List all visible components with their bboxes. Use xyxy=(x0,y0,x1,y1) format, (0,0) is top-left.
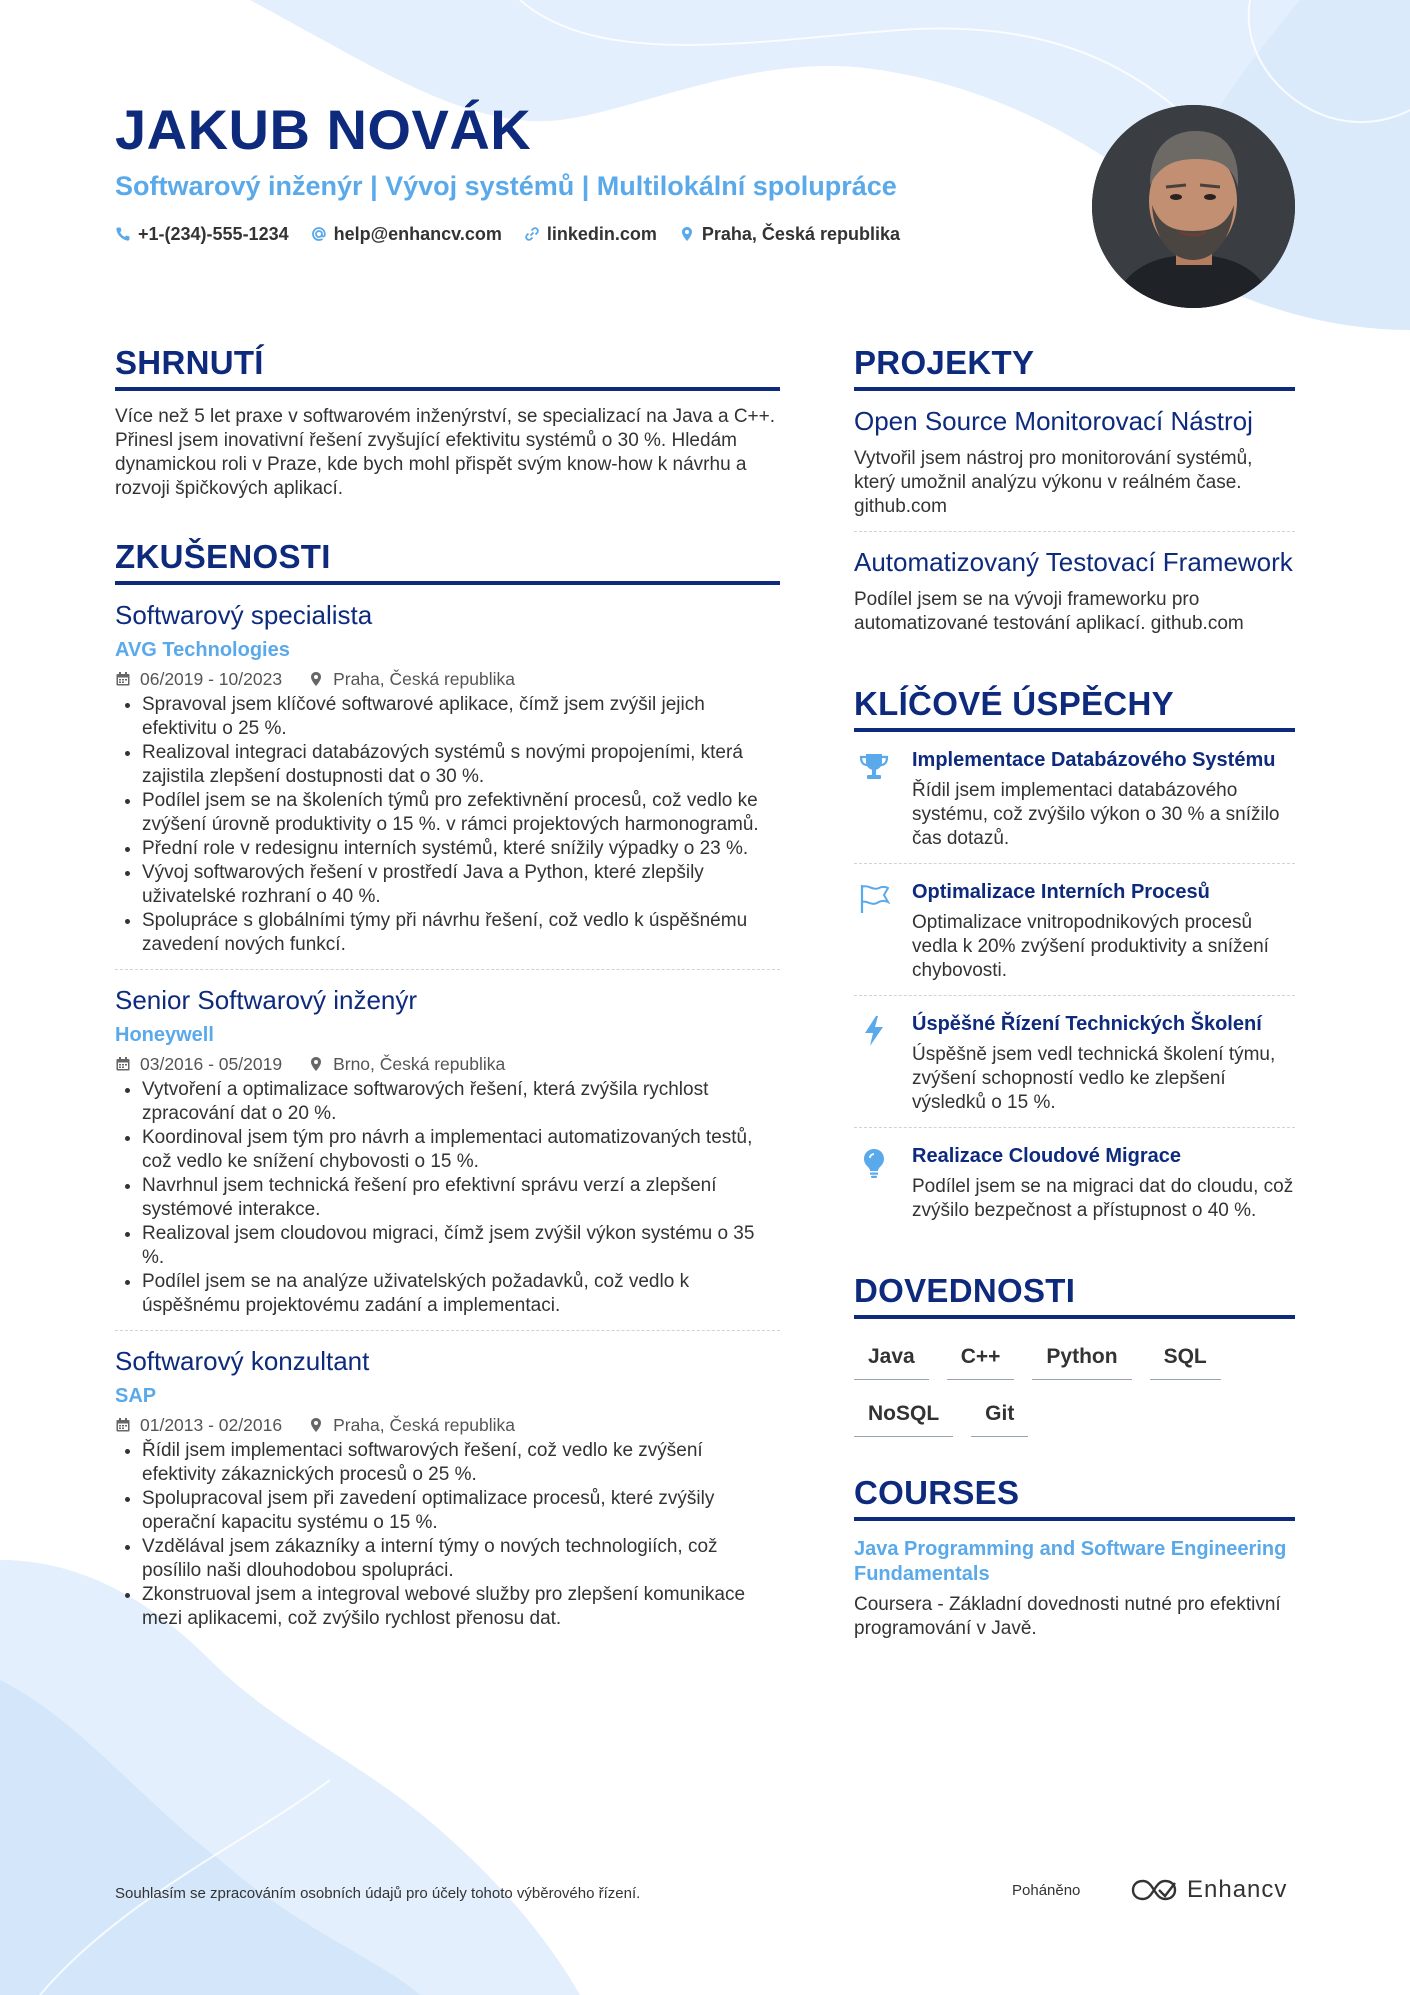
location-pin-icon xyxy=(679,226,695,242)
achievement-description: Úspěšně jsem vedl technická školení týmu, zvýšení schopností vedlo ke zlepšení výsledků o 15 %. xyxy=(912,1044,1276,1113)
powered-by-text: Poháněno xyxy=(1012,1882,1081,1899)
job-bullets xyxy=(115,1078,780,1318)
achievement-description: Řídil jsem implementaci databázového systému, což zvýšilo výkon o 30 % a snížilo čas dotazů. xyxy=(912,780,1280,849)
bullet-item: Spravoval jsem klíčové softwarové aplikace, čímž jsem zvýšil jejich efektivitu o 25 %. xyxy=(115,693,780,741)
dates-text: 06/2019 - 10/2023 xyxy=(140,669,283,689)
enhancv-logo-icon xyxy=(1131,1877,1177,1903)
enhancv-logo[interactable] xyxy=(1131,1876,1287,1904)
dates-text: 03/2016 - 05/2019 xyxy=(140,1054,283,1074)
link-icon xyxy=(524,226,540,242)
job-bullets xyxy=(115,1439,780,1631)
achievement-description: Podílel jsem se na migraci dat do cloudu, což zvýšilo bezpečnost a přístupnost o 40 %. xyxy=(912,1176,1294,1221)
skills-section xyxy=(854,1271,1295,1437)
calendar-icon xyxy=(115,671,131,687)
job-bullets xyxy=(115,693,780,957)
skill-tag: C++ xyxy=(947,1339,1015,1380)
job-entry xyxy=(115,585,780,970)
location-text: Praha, Česká republika xyxy=(701,224,901,244)
bullet-item: Spolupracoval jsem při zavedení optimalizace procesů, které zvýšily operační kapacitu systému o 15 %. xyxy=(115,1487,780,1535)
courses-heading: COURSES xyxy=(854,1473,1295,1521)
job-dates xyxy=(115,667,282,691)
achievement-entry xyxy=(854,732,1295,864)
skills-heading: DOVEDNOSTI xyxy=(854,1271,1295,1319)
skill-tag: Git xyxy=(971,1396,1028,1437)
experience-heading: ZKUŠENOSTI xyxy=(115,537,780,585)
bullet-item: Podílel jsem se na školeních týmů pro zefektivnění procesů, což vedlo ke zvýšení úrovně produktivity o 15 %. v rámci projektových harmonogramů. xyxy=(115,789,780,837)
location-pin-icon xyxy=(308,1417,324,1433)
location-pin-icon xyxy=(308,1056,324,1072)
job-meta xyxy=(115,1413,780,1437)
contact-info xyxy=(115,222,1015,246)
bullet-item: Zkonstruoval jsem a integroval webové služby pro zlepšení komunikace mezi aplikacemi, což zvýšilo rychlost přenosu dat. xyxy=(115,1583,780,1631)
headline: Softwarový inženýr | Vývoj systémů | Multilokální spolupráce xyxy=(115,171,897,201)
calendar-icon xyxy=(115,1056,131,1072)
project-title: Automatizovaný Testovací Framework xyxy=(854,547,1293,577)
bullet-item: Vývoj softwarových řešení v prostředí Java a Python, které zlepšily uživatelské rozhraní o 40 %. xyxy=(115,861,780,909)
bullet-item: Spolupráce s globálními týmy při návrhu řešení, což vedlo k úspěšnému zavedení nových funkcí. xyxy=(115,909,780,957)
bullet-item: Řídil jsem implementaci softwarových řešení, což vedlo ke zvýšení efektivity zákaznických procesů o 25 %. xyxy=(115,1439,780,1487)
bullet-item: Realizoval jsem cloudovou migraci, čímž jsem zvýšil výkon systému o 35 %. xyxy=(115,1222,780,1270)
location-text: Brno, Česká republika xyxy=(333,1054,506,1074)
company-name: SAP xyxy=(115,1385,157,1407)
projects-section xyxy=(854,343,1295,648)
candidate-name: JAKUB NOVÁK xyxy=(115,98,532,161)
projects-heading: PROJEKTY xyxy=(854,343,1295,391)
project-entry xyxy=(854,532,1295,648)
consent-text: Souhlasím se zpracováním osobních údajů pro účely tohoto výběrového řízení. xyxy=(115,1885,641,1902)
header xyxy=(115,98,1015,246)
calendar-icon xyxy=(115,1417,131,1433)
achievements-section xyxy=(854,684,1295,1235)
course-title: Java Programming and Software Engineering Fundamentals xyxy=(854,1538,1287,1585)
summary-heading: SHRNUTÍ xyxy=(115,343,780,391)
phone-icon xyxy=(115,226,131,242)
location-pin-icon xyxy=(308,671,324,687)
achievement-title: Implementace Databázového Systému xyxy=(912,749,1276,771)
project-title: Open Source Monitorovací Nástroj xyxy=(854,406,1253,436)
trophy-icon xyxy=(854,748,894,851)
linkedin-text: linkedin.com xyxy=(546,224,657,244)
job-title: Softwarový konzultant xyxy=(115,1346,370,1376)
skill-tag: SQL xyxy=(1150,1339,1221,1380)
at-icon xyxy=(311,226,327,242)
company-name: AVG Technologies xyxy=(115,639,290,661)
courses-section xyxy=(854,1473,1295,1641)
skill-tag: Java xyxy=(854,1339,929,1380)
location-text: Praha, Česká republika xyxy=(333,669,515,689)
job-location xyxy=(308,1052,505,1076)
course-description: Coursera - Základní dovednosti nutné pro efektivní programování v Javě. xyxy=(854,1594,1281,1639)
lightning-icon xyxy=(854,1012,894,1115)
job-dates xyxy=(115,1052,282,1076)
contact-linkedin[interactable] xyxy=(524,222,657,246)
project-description: Vytvořil jsem nástroj pro monitorování systémů, který umožnil analýzu výkonu v reálném čase. github.com xyxy=(854,448,1253,517)
email-text: help@enhancv.com xyxy=(333,224,502,244)
contact-email[interactable] xyxy=(311,222,502,246)
achievement-title: Optimalizace Interních Procesů xyxy=(912,881,1210,903)
achievement-entry xyxy=(854,864,1295,996)
achievement-description: Optimalizace vnitropodnikových procesů vedla k 20% zvýšení produktivity a snížení chybovosti. xyxy=(912,912,1269,981)
project-description: Podílel jsem se na vývoji frameworku pro automatizované testování aplikací. github.com xyxy=(854,589,1244,634)
contact-location xyxy=(679,222,900,246)
achievement-title: Realizace Cloudové Migrace xyxy=(912,1145,1181,1167)
job-meta xyxy=(115,667,780,691)
bullet-item: Koordinoval jsem tým pro návrh a implementaci automatizovaných testů, což vedlo ke snížení chybovosti o 15 %. xyxy=(115,1126,780,1174)
job-title: Softwarový specialista xyxy=(115,600,373,630)
phone-text: +1-(234)-555-1234 xyxy=(138,224,289,244)
job-location xyxy=(308,667,515,691)
bullet-item: Navrhnul jsem technická řešení pro efektivní správu verzí a zlepšení systémové interakce. xyxy=(115,1174,780,1222)
company-name: Honeywell xyxy=(115,1024,214,1046)
bullet-item: Podílel jsem se na analýze uživatelských požadavků, což vedlo k úspěšnému projektovému zadání a implementaci. xyxy=(115,1270,780,1318)
achievement-title: Úspěšné Řízení Technických Školení xyxy=(912,1013,1262,1035)
dates-text: 01/2013 - 02/2016 xyxy=(140,1415,283,1435)
experience-section xyxy=(115,537,780,1643)
right-column xyxy=(854,343,1295,1677)
project-entry xyxy=(854,391,1295,532)
job-dates xyxy=(115,1413,282,1437)
lightbulb-icon xyxy=(854,1144,894,1223)
flag-icon xyxy=(854,880,894,983)
job-entry xyxy=(115,970,780,1331)
job-title: Senior Softwarový inženýr xyxy=(115,985,418,1015)
bullet-item: Realizoval integraci databázových systémů s novými propojeními, která zajistila zlepšení dostupnosti dat o 30 %. xyxy=(115,741,780,789)
summary-text: Více než 5 let praxe v softwarovém inženýrství, se specializací na Java a C++. Přinesl jsem inovativní řešení zvyšující efektivitu systémů o 30 %. Hledám dynamickou roli v Praze, kde bych mohl přispět svým know-how k návrhu a rozvoji špičkových aplikací. xyxy=(115,406,776,499)
bullet-item: Vzdělával jsem zákazníky a interní týmy o nových technologiích, což posílilo naši dlouhodobou spolupráci. xyxy=(115,1535,780,1583)
bullet-item: Vytvoření a optimalizace softwarových řešení, která zvýšila rychlost zpracování dat o 20 %. xyxy=(115,1078,780,1126)
bullet-item: Přední role v redesignu interních systémů, které snížily výpadky o 23 %. xyxy=(115,837,780,861)
job-location xyxy=(308,1413,515,1437)
brand-name: Enhancv xyxy=(1187,1876,1288,1903)
job-meta xyxy=(115,1052,780,1076)
left-column xyxy=(115,343,780,1679)
achievements-heading: KLÍČOVÉ ÚSPĚCHY xyxy=(854,684,1295,732)
skill-tag: Python xyxy=(1032,1339,1131,1380)
achievement-entry xyxy=(854,996,1295,1128)
location-text: Praha, Česká republika xyxy=(333,1415,515,1435)
contact-phone[interactable] xyxy=(115,222,289,246)
summary-section xyxy=(115,343,780,501)
job-entry xyxy=(115,1331,780,1643)
skill-tag: NoSQL xyxy=(854,1396,953,1437)
profile-photo xyxy=(1092,105,1295,308)
achievement-entry xyxy=(854,1128,1295,1235)
skills-list xyxy=(854,1339,1295,1437)
